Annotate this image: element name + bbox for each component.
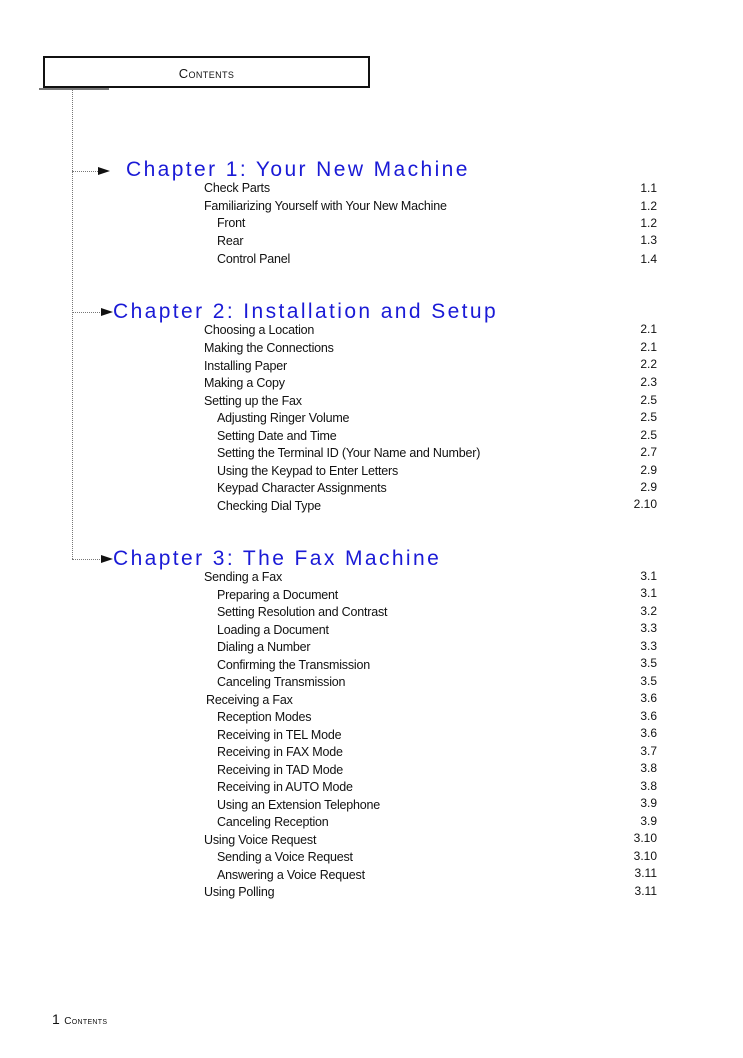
toc-page-number: 3.1 xyxy=(640,569,657,583)
toc-page-number: 3.9 xyxy=(640,814,657,828)
toc-entry[interactable]: Setting the Terminal ID (Your Name and Number) xyxy=(217,446,481,460)
page-footer xyxy=(52,1011,107,1029)
footer-label: Contents xyxy=(64,1016,108,1027)
toc-page-number: 3.11 xyxy=(634,866,657,880)
toc-entry[interactable]: Making a Copy xyxy=(204,376,285,390)
toc-page-number: 3.11 xyxy=(634,884,657,898)
toc-entry[interactable]: Check Parts xyxy=(204,181,270,195)
toc-page-number: 3.2 xyxy=(640,604,657,618)
chapter-2-connector xyxy=(72,312,102,313)
toc-entry[interactable]: Control Panel xyxy=(217,252,291,266)
toc-entry[interactable]: Keypad Character Assignments xyxy=(217,481,387,495)
chapter-3-heading[interactable]: Chapter 3: The Fax Machine xyxy=(113,547,442,570)
chapter-1-heading[interactable]: Chapter 1: Your New Machine xyxy=(126,158,470,181)
toc-entry[interactable]: Loading a Document xyxy=(217,623,329,637)
toc-page-number: 2.3 xyxy=(640,375,657,389)
toc-page-number: 2.5 xyxy=(640,410,657,424)
toc-page-number: 3.6 xyxy=(640,726,657,740)
toc-page-number: 1.3 xyxy=(640,233,657,247)
toc-page-number: 3.3 xyxy=(640,639,657,653)
toc-page-number: 3.3 xyxy=(640,621,657,635)
toc-page-number: 2.5 xyxy=(640,393,657,407)
toc-entry[interactable]: Using the Keypad to Enter Letters xyxy=(217,464,399,478)
toc-entry[interactable]: Using Polling xyxy=(204,885,275,899)
toc-page-number: 2.9 xyxy=(640,463,657,477)
toc-entry[interactable]: Canceling Transmission xyxy=(217,675,346,689)
toc-page-number: 1.2 xyxy=(640,199,657,213)
toc-page-number: 2.7 xyxy=(640,445,657,459)
toc-page-number: 2.2 xyxy=(640,357,657,371)
toc-entry[interactable]: Sending a Voice Request xyxy=(217,850,353,864)
toc-page-number: 1.4 xyxy=(640,252,657,266)
toc-page-number: 3.8 xyxy=(640,779,657,793)
chapter-2-heading[interactable]: Chapter 2: Installation and Setup xyxy=(113,300,499,323)
chapter-3-arrow-icon xyxy=(101,555,113,563)
toc-entry[interactable]: Setting Resolution and Contrast xyxy=(217,605,388,619)
toc-entry[interactable]: Canceling Reception xyxy=(217,815,329,829)
toc-entry[interactable]: Checking Dial Type xyxy=(217,499,321,513)
toc-entry[interactable]: Answering a Voice Request xyxy=(217,868,365,882)
toc-page-number: 2.1 xyxy=(640,322,657,336)
toc-entry[interactable]: Reception Modes xyxy=(217,710,312,724)
toc-entry[interactable]: Receiving in AUTO Mode xyxy=(217,780,353,794)
footer-page-number: 1 xyxy=(52,1011,60,1027)
chapter-1-connector xyxy=(72,171,98,172)
toc-entry[interactable]: Confirming the Transmission xyxy=(217,658,370,672)
toc-page-number: 3.8 xyxy=(640,761,657,775)
page-title: Contents xyxy=(178,66,235,81)
toc-page-number: 1.2 xyxy=(640,216,657,230)
toc-entry[interactable]: Making the Connections xyxy=(204,341,334,355)
toc-entry[interactable]: Front xyxy=(217,216,246,230)
toc-page-number: 3.10 xyxy=(633,849,657,863)
toc-entry[interactable]: Adjusting Ringer Volume xyxy=(217,411,350,425)
toc-entry[interactable]: Setting Date and Time xyxy=(217,429,337,443)
toc-page-number: 3.9 xyxy=(640,796,657,810)
toc-entry[interactable]: Using Voice Request xyxy=(204,833,317,847)
toc-entry[interactable]: Receiving in TEL Mode xyxy=(217,728,342,742)
toc-entry[interactable]: Setting up the Fax xyxy=(204,394,302,408)
toc-entry[interactable]: Sending a Fax xyxy=(204,570,283,584)
toc-entry[interactable]: Receiving in FAX Mode xyxy=(217,745,343,759)
toc-page-number: 2.1 xyxy=(640,340,657,354)
toc-page-number: 3.10 xyxy=(633,831,657,845)
contents-header-box xyxy=(43,56,370,88)
chapter-3-connector xyxy=(72,559,102,560)
toc-entry[interactable]: Rear xyxy=(217,234,244,248)
toc-entry[interactable]: Installing Paper xyxy=(204,359,287,373)
toc-page-number: 3.6 xyxy=(640,691,657,705)
toc-page-number: 3.7 xyxy=(640,744,657,758)
toc-page-number: 1.1 xyxy=(640,181,657,195)
toc-entry[interactable]: Choosing a Location xyxy=(204,323,315,337)
header-underline xyxy=(39,88,109,92)
toc-entry[interactable]: Familiarizing Yourself with Your New Machine xyxy=(204,199,447,213)
toc-page-number: 3.5 xyxy=(640,656,657,670)
toc-entry[interactable]: Dialing a Number xyxy=(217,640,311,654)
toc-page-number: 2.5 xyxy=(640,428,657,442)
toc-page-number: 3.5 xyxy=(640,674,657,688)
toc-entry[interactable]: Receiving a Fax xyxy=(206,693,293,707)
toc-page-number: 2.9 xyxy=(640,480,657,494)
toc-entry[interactable]: Using an Extension Telephone xyxy=(217,798,381,812)
toc-entry[interactable]: Receiving in TAD Mode xyxy=(217,763,343,777)
toc-page-number: 3.1 xyxy=(640,586,657,600)
chapter-2-arrow-icon xyxy=(101,308,113,316)
toc-page-number: 3.6 xyxy=(640,709,657,723)
toc-page-number: 2.10 xyxy=(633,497,657,511)
chapter-1-arrow-icon xyxy=(98,167,110,175)
toc-tree-line xyxy=(72,90,73,559)
toc-entry[interactable]: Preparing a Document xyxy=(217,588,339,602)
